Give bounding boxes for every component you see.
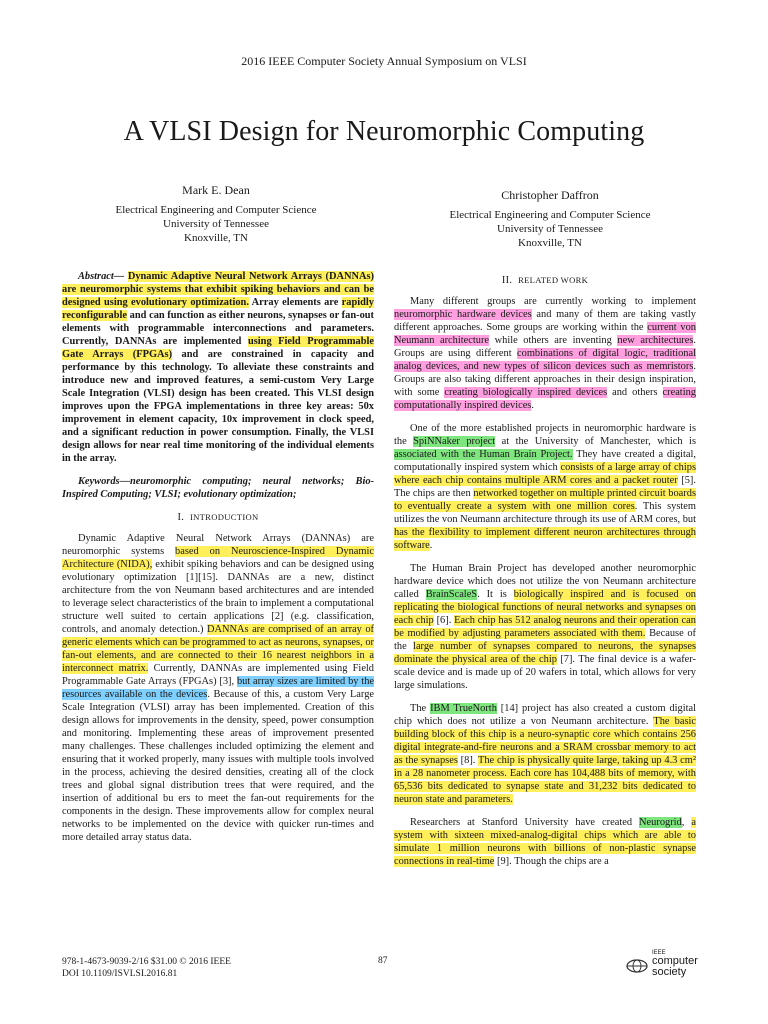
right-column: [394, 268, 696, 878]
text-run: . This system utilizes the von Neumann architecture through its use of ARM cores, but: [394, 501, 696, 525]
highlight: but array sizes are limited by the resources available on the devices: [62, 676, 375, 700]
author-dept: Electrical Engineering and Computer Science: [115, 204, 317, 216]
text-run: I.: [177, 512, 185, 523]
text-run: and others: [607, 387, 663, 398]
doi-line: DOI 10.1109/ISVLSI.2016.81: [62, 969, 178, 979]
logo-computer-text: computer: [652, 955, 698, 967]
text-run: . Groups are also taking different approaches in their design inspiration, with some: [394, 361, 696, 398]
intro-paragraph: [62, 532, 374, 844]
text-run: RELATED WORK: [518, 275, 589, 285]
highlight: BrainScaleS: [425, 589, 478, 600]
abstract: [62, 270, 374, 465]
text-run: and many of them are taking vastly different approaches. Some groups are working within the: [394, 309, 696, 333]
abstract-label: Abstract—: [78, 271, 125, 282]
author-block-2: [420, 188, 680, 250]
text-run: . Groups are using different: [394, 335, 697, 359]
text-run: [6].: [433, 615, 455, 626]
text-run: [7]. The final device is a wafer-scale device and is made up of 20 wafers in total, which allows for very large simulations.: [394, 654, 696, 691]
text-run: .: [429, 540, 433, 551]
highlight: Neurogrid: [639, 817, 682, 828]
highlight: neuromorphic hardware devices: [394, 309, 532, 320]
highlight: The basic building block of this chip is a neuro-synaptic core which contains 256 digital integrate-and-fire neurons and a SRAM crossbar memory to act as the synapses: [394, 716, 696, 766]
text-run: [9]. Though the chips are a: [494, 856, 609, 867]
section-heading-introduction: [62, 511, 374, 524]
text-run: [8].: [457, 755, 479, 766]
text-run: Because of the: [394, 628, 696, 652]
highlight: IBM TrueNorth: [430, 703, 497, 714]
highlight: DANNAs are comprised of an array of generic elements which can be programmed to act as neurons, synapses, or fan-out elements, and are connected to their 16 nearest neighbors in a interconnect matrix.: [62, 624, 374, 674]
text-run: . It is: [477, 589, 514, 600]
author-city: Knoxville, TN: [518, 237, 582, 249]
computer-society-logo-icon: [626, 958, 648, 974]
author-name: Mark E. Dean: [182, 183, 250, 197]
related-paragraph: [394, 422, 696, 552]
highlight: rapidly reconfigurable: [62, 297, 374, 321]
highlight: associated with the Human Brain Project.: [394, 449, 573, 460]
text-run: and are constrained in capacity and performance by this technology. To alleviate these constraints and introduce new and improved features, a semi-custom Very Large Scale Integration (VLSI) design has been created. This VLSI design improves upon the FPGA implementations in three key areas: 50x improvement in element capacity, 10x improvement in clock speed, and a significant reduction in power consumption. Finally, the VLSI design allows for near real time monitoring of the individual elements in the array.: [62, 349, 374, 464]
text-run: ,: [681, 817, 692, 828]
author-block-1: [96, 183, 336, 245]
text-run: [14] project has also created a custom digital chip which does not utilize a von Neumann architecture.: [394, 703, 697, 727]
related-paragraph: [394, 816, 696, 868]
text-run: II.: [501, 275, 513, 286]
left-column: [62, 270, 374, 854]
highlight: creating biologically inspired devices: [444, 387, 608, 398]
logo-society-text: society: [652, 966, 687, 978]
related-paragraph: [394, 562, 696, 692]
page-number: 87: [378, 956, 388, 966]
text-run: . Because of this, a custom Very Large Scale Integration (VLSI) array has been implemented. Creation of this design allows for improvements in the density, speed, power consumption and monitoring. Implementing these areas of improvement presented many challenges. These challenges included optimizing the element and ensuring that it worked properly, many issues with multiple tools involved in the process, achieving the desired densities, creating all of the clock trees and global signal distribution trees that were required, and the insertion of additional bu ers to meet the fan-out requirements for the components in the design. These improvements allow for complex neural networks to be implemented on the device with quicker run-times and more detailed array status data.: [62, 689, 374, 843]
author-city: Knoxville, TN: [184, 232, 248, 244]
text-run: and can function as either neurons, synapses or fan-out elements with programmable interconnections and parameters. Currently, DANNAs are implemented: [62, 310, 374, 347]
highlight: creating computationally inspired devices: [394, 387, 696, 411]
text-run: at the University of Manchester, which is: [495, 436, 696, 447]
text-run: Many different groups are currently working to implement: [410, 296, 696, 307]
text-run: Array elements are: [248, 297, 342, 308]
author-dept: Electrical Engineering and Computer Science: [449, 209, 651, 221]
author-univ: University of Tennessee: [163, 218, 269, 230]
text-run: Dynamic Adaptive Neural Network Arrays (DANNAs) are neuromorphic systems: [62, 533, 374, 557]
author-univ: University of Tennessee: [497, 223, 603, 235]
text-run: INTRODUCTION: [189, 512, 259, 522]
keywords: Keywords—neuromorphic computing; neural networks; Bio-Inspired Computing; VLSI; evolutionary optimization;: [62, 476, 374, 500]
author-name: Christopher Daffron: [501, 188, 599, 202]
text-run: They have created a digital, computationally inspired system which: [394, 449, 697, 473]
text-run: The: [410, 703, 431, 714]
isbn-line: 978-1-4673-9039-2/16 $31.00 © 2016 IEEE: [62, 957, 231, 967]
highlight: The chip is physically quite large, taking up 4.3 cm² in a 28 nanometer process. Each core has 104,488 bits of memory, with 65,536 bits dedicated to synapse state and 31,232 bits dedicated to neuron state and parameters.: [394, 755, 696, 805]
text-run: [5]. The chips are then: [394, 475, 696, 499]
related-paragraph: [394, 295, 696, 412]
text-run: One of the more established projects in neuromorphic hardware is the: [394, 423, 696, 447]
highlight: current von Neumann architecture: [394, 322, 697, 346]
highlight: using Field Programmable Gate Arrays (FPGAs): [62, 336, 374, 360]
text-run: The Human Brain Project has developed another neuromorphic hardware device which does not utilize the von Neumann architecture called: [394, 563, 696, 600]
highlight: biologically inspired and is focused on replicating the biological functions of neural networks and synapses on each chip: [394, 589, 696, 626]
highlight: Each chip has 512 analog neurons and their operation can be modified by adjusting parameters associated with them.: [394, 615, 696, 639]
section-heading-related-work: [394, 274, 696, 287]
highlight: Dynamic Adaptive Neural Network Arrays (DANNAs) are neuromorphic systems that exhibit spiking behaviors and can be designed using evolutionary optimization.: [62, 271, 374, 308]
highlight: based on Neuroscience-Inspired Dynamic Architecture (NIDA),: [62, 546, 374, 570]
footer-copyright: [62, 956, 231, 980]
highlight: has the flexibility to implement different neuron architectures through software: [394, 527, 696, 551]
highlight: consists of a large array of chips where each chip contains multiple ARM cores and a packet router: [394, 462, 696, 486]
ieee-computer-society-logo: [622, 950, 702, 980]
logo-ieee-text: IEEE: [652, 950, 666, 956]
text-run: Currently, DANNAs are implemented using Field Programmable Gate Arrays (FPGAs) [3],: [62, 663, 375, 687]
highlight: a system with sixteen mixed-analog-digital chips which are able to simulate 1 million neurons with billions of non-plastic synapse connections in real-time: [394, 817, 697, 867]
text-run: .: [531, 400, 534, 411]
text-run: Researchers at Stanford University have created: [410, 817, 640, 828]
highlight: new architectures: [617, 335, 694, 346]
text-run: exhibit spiking behaviors and can be designed using evolutionary optimization [1][15]. DANNAs are a new, distinct architecture from the von Neumann based architectures and are intended to leverage select characteristics of the brain to implement a computational structure well suited to certain applications [2] (e.g. classification, controls, and anomaly detection.): [62, 559, 374, 635]
related-paragraph: [394, 702, 696, 806]
text-run: while others are inventing: [489, 335, 618, 346]
highlight: combinations of digital logic, traditional analog devices, and new types of silicon devices such as memristors: [394, 348, 696, 372]
highlight: large number of synapses compared to neurons, the synapses dominate the physical area of the chip: [394, 641, 697, 665]
conference-header: 2016 IEEE Computer Society Annual Symposium on VLSI: [241, 54, 527, 68]
highlight: SpiNNaker project: [413, 436, 496, 447]
highlight: networked together on multiple printed circuit boards to eventually create a system with one million cores: [394, 488, 696, 512]
paper-title: A VLSI Design for Neuromorphic Computing: [123, 116, 645, 147]
